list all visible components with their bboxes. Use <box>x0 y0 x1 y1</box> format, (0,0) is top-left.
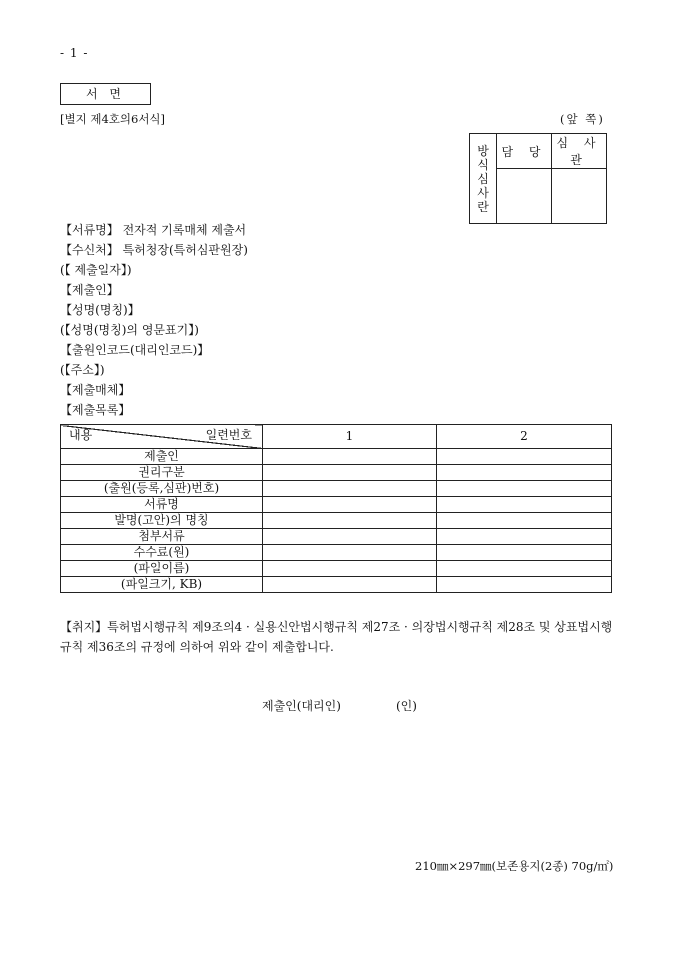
table-row <box>61 481 612 497</box>
table-cell[interactable] <box>437 545 612 561</box>
field-document-name: 【서류명】 전자적 기록매체 제출서 <box>60 223 247 237</box>
table-cell[interactable] <box>437 481 612 497</box>
table-cell[interactable] <box>263 577 437 593</box>
table-cell[interactable] <box>263 449 437 465</box>
table-cell[interactable] <box>263 529 437 545</box>
table-row <box>61 513 612 529</box>
table-cell[interactable] <box>263 497 437 513</box>
table-row <box>61 545 612 561</box>
row-label: (파일크기, KB) <box>61 577 263 593</box>
row-label: 서류명 <box>61 497 263 513</box>
field-english-name: (【성명(명칭)의 영문표기】) <box>60 323 199 337</box>
column-header-2: 2 <box>437 425 612 449</box>
table-cell[interactable] <box>263 481 437 497</box>
table-cell[interactable] <box>437 561 612 577</box>
table-row <box>61 529 612 545</box>
form-type-box: 서 면 <box>60 83 151 105</box>
signature-label: 제출인(대리인) <box>262 699 341 713</box>
table-cell[interactable] <box>437 449 612 465</box>
field-submitter: 【제출인】 <box>60 283 119 297</box>
row-label: 첨부서류 <box>61 529 263 545</box>
form-number: [별지 제4호의6서식] <box>60 112 166 126</box>
row-label: (파일이름) <box>61 561 263 577</box>
table-cell[interactable] <box>263 465 437 481</box>
purpose-statement: 【취지】특허법시행규칙 제9조의4 · 실용신안법시행규칙 제27조 · 의장법시행규칙 제28조 및 상표법시행규칙 제36조의 규정에 의하여 위와 같이 제출합니다. <box>60 620 613 654</box>
format-review-table <box>469 133 607 224</box>
review-officer-cell <box>497 169 552 224</box>
column-header-1: 1 <box>263 425 437 449</box>
submission-list-table <box>60 424 612 593</box>
seal-label: (인) <box>396 699 417 713</box>
table-cell[interactable] <box>437 513 612 529</box>
row-label: (출원(등록,심판)번호) <box>61 481 263 497</box>
row-label: 제출인 <box>61 449 263 465</box>
field-medium: 【제출매체】 <box>60 383 131 397</box>
table-corner-header: 내용 일련번호 <box>61 425 263 449</box>
table-cell[interactable] <box>263 513 437 529</box>
field-address: (【주소】) <box>60 363 105 377</box>
table-cell[interactable] <box>437 577 612 593</box>
table-row <box>61 577 612 593</box>
table-cell[interactable] <box>437 465 612 481</box>
paper-spec: 210㎜×297㎜(보존용지(2종) 70g/㎡) <box>415 859 614 873</box>
table-cell[interactable] <box>263 561 437 577</box>
front-side-label: (앞 쪽) <box>560 112 605 126</box>
table-cell[interactable] <box>263 545 437 561</box>
field-recipient: 【수신처】 특허청장(특허심판원장) <box>60 243 248 257</box>
field-applicant-code: 【출원인코드(대리인코드)】 <box>60 343 210 357</box>
page-number: - 1 - <box>60 46 89 60</box>
row-label: 권리구분 <box>61 465 263 481</box>
format-review-label: 방 식 심 사 란 <box>470 134 497 224</box>
table-row <box>61 465 612 481</box>
table-cell[interactable] <box>437 529 612 545</box>
table-cell[interactable] <box>437 497 612 513</box>
row-label: 수수료(원) <box>61 545 263 561</box>
field-submission-date: (【 제출일자】) <box>60 263 132 277</box>
field-submission-list: 【제출목록】 <box>60 403 131 417</box>
review-col-examiner: 심 사 관 <box>552 134 607 169</box>
review-examiner-cell <box>552 169 607 224</box>
table-row <box>61 449 612 465</box>
table-row <box>61 497 612 513</box>
row-label: 발명(고안)의 명칭 <box>61 513 263 529</box>
table-row <box>61 561 612 577</box>
field-name: 【성명(명칭)】 <box>60 303 140 317</box>
review-col-officer: 담 당 <box>497 134 552 169</box>
